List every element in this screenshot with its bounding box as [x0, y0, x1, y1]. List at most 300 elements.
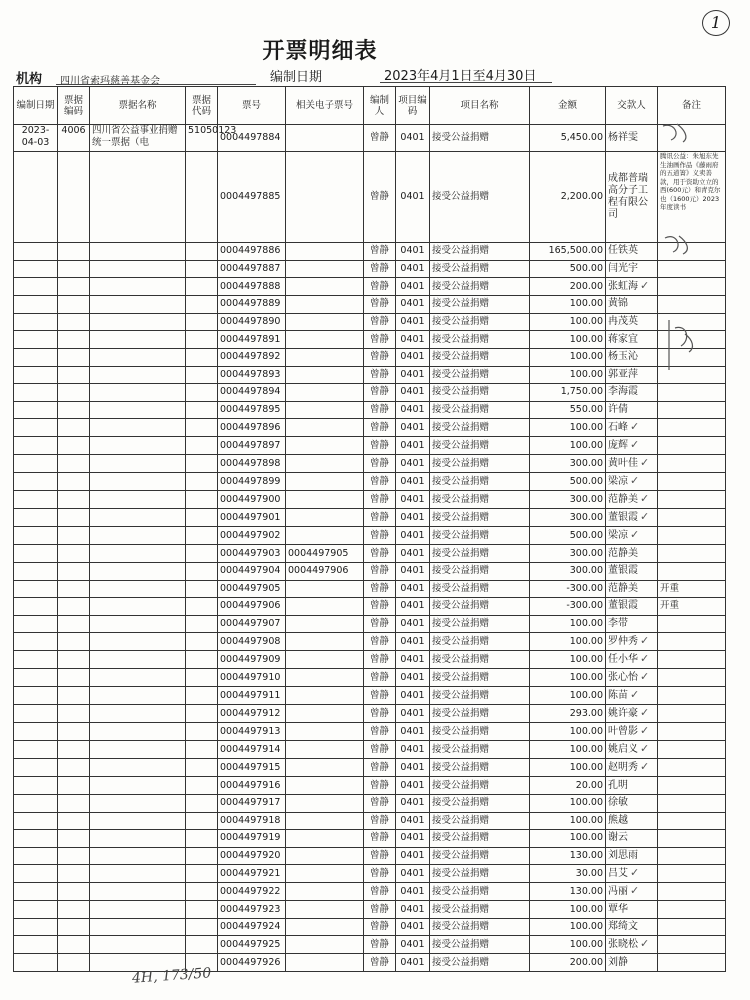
cell-invoice-code	[186, 366, 218, 384]
cell-number: 0004497923	[218, 901, 286, 919]
table-row	[14, 687, 726, 705]
cell-name	[90, 615, 186, 633]
cell-remark	[658, 723, 726, 741]
cell-name	[90, 759, 186, 777]
cell-date	[14, 741, 58, 759]
date-label: 编制日期	[270, 70, 323, 85]
cell-operator: 曾静	[364, 419, 396, 437]
cell-project-name: 接受公益捐赠	[430, 455, 530, 473]
cell-operator: 曾静	[364, 331, 396, 349]
cell-number: 0004497913	[218, 723, 286, 741]
table-row	[14, 473, 726, 491]
cell-operator: 曾静	[364, 954, 396, 972]
cell-date: 2023-04-03	[14, 125, 58, 152]
cell-amount: 2,200.00	[530, 152, 606, 243]
cell-project-name: 接受公益捐赠	[430, 491, 530, 509]
cell-number: 0004497885	[218, 152, 286, 243]
cell-code	[58, 562, 90, 580]
check-mark-icon: ✓	[630, 866, 640, 880]
cell-remark	[658, 527, 726, 545]
cell-date	[14, 473, 58, 491]
cell-remark	[658, 794, 726, 812]
cell-number: 0004497907	[218, 615, 286, 633]
cell-project-name: 接受公益捐赠	[430, 125, 530, 152]
cell-remark	[658, 437, 726, 455]
cell-project-name: 接受公益捐赠	[430, 562, 530, 580]
cell-operator: 曾静	[364, 455, 396, 473]
cell-payer: 任铁英	[606, 243, 658, 261]
cell-number: 0004497888	[218, 278, 286, 296]
cell-project-code: 0401	[396, 669, 430, 687]
cell-remark	[658, 331, 726, 349]
cell-remark	[658, 633, 726, 651]
cell-name	[90, 777, 186, 795]
cell-code	[58, 954, 90, 972]
table-row	[14, 669, 726, 687]
cell-code	[58, 615, 90, 633]
cell-amount: 500.00	[530, 260, 606, 278]
cell-payer: 赵明秀 ✓	[606, 759, 658, 777]
cell-code	[58, 741, 90, 759]
cell-payer: 范静美	[606, 545, 658, 563]
cell-related	[286, 723, 364, 741]
cell-amount: 130.00	[530, 883, 606, 901]
cell-number: 0004497887	[218, 260, 286, 278]
cell-invoice-code	[186, 865, 218, 883]
table-row	[14, 125, 726, 152]
table-row	[14, 615, 726, 633]
cell-related	[286, 437, 364, 455]
cell-payer: 李海霞	[606, 384, 658, 402]
cell-number: 0004497898	[218, 455, 286, 473]
cell-number: 0004497924	[218, 918, 286, 936]
cell-invoice-code	[186, 152, 218, 243]
cell-date	[14, 562, 58, 580]
cell-invoice-code	[186, 562, 218, 580]
cell-code	[58, 847, 90, 865]
invoice-table	[13, 86, 726, 972]
cell-remark	[658, 777, 726, 795]
cell-related: 0004497906	[286, 562, 364, 580]
cell-payer: 郭亚萍	[606, 366, 658, 384]
cell-name	[90, 633, 186, 651]
cell-related	[286, 348, 364, 366]
cell-date	[14, 348, 58, 366]
cell-operator: 曾静	[364, 125, 396, 152]
cell-number: 0004497914	[218, 741, 286, 759]
cell-remark	[658, 651, 726, 669]
cell-date	[14, 331, 58, 349]
cell-amount: 20.00	[530, 777, 606, 795]
cell-project-name: 接受公益捐赠	[430, 705, 530, 723]
cell-amount: 100.00	[530, 936, 606, 954]
cell-invoice-code	[186, 847, 218, 865]
cell-payer: 孔明	[606, 777, 658, 795]
cell-date	[14, 812, 58, 830]
cell-payer: 石峰 ✓	[606, 419, 658, 437]
cell-project-name: 接受公益捐赠	[430, 331, 530, 349]
header-operator: 编制人	[364, 87, 396, 125]
cell-remark	[658, 243, 726, 261]
cell-operator: 曾静	[364, 633, 396, 651]
table-row	[14, 260, 726, 278]
table-row	[14, 794, 726, 812]
cell-amount: 165,500.00	[530, 243, 606, 261]
cell-invoice-code	[186, 723, 218, 741]
cell-code	[58, 313, 90, 331]
cell-payer: 刘静	[606, 954, 658, 972]
cell-number: 0004497905	[218, 580, 286, 598]
cell-amount: 200.00	[530, 278, 606, 296]
header-project-name: 项目名称	[430, 87, 530, 125]
cell-invoice-code	[186, 331, 218, 349]
cell-code	[58, 687, 90, 705]
table-row	[14, 812, 726, 830]
cell-payer: 覃华	[606, 901, 658, 919]
cell-project-code: 0401	[396, 278, 430, 296]
cell-related	[286, 243, 364, 261]
cell-name	[90, 473, 186, 491]
check-mark-icon: ✓	[640, 760, 650, 774]
cell-invoice-code	[186, 901, 218, 919]
cell-project-code: 0401	[396, 545, 430, 563]
cell-project-code: 0401	[396, 615, 430, 633]
cell-number: 0004497896	[218, 419, 286, 437]
cell-remark	[658, 491, 726, 509]
cell-related	[286, 777, 364, 795]
cell-number: 0004497890	[218, 313, 286, 331]
cell-payer: 董银霞	[606, 598, 658, 616]
cell-date	[14, 598, 58, 616]
cell-project-name: 接受公益捐赠	[430, 243, 530, 261]
cell-payer: 任小华 ✓	[606, 651, 658, 669]
cell-invoice-code	[186, 936, 218, 954]
cell-related	[286, 633, 364, 651]
cell-invoice-code	[186, 243, 218, 261]
cell-invoice-code	[186, 830, 218, 848]
cell-payer: 闫光宇	[606, 260, 658, 278]
cell-payer: 叶曾影 ✓	[606, 723, 658, 741]
table-row	[14, 777, 726, 795]
cell-name	[90, 901, 186, 919]
cell-amount: 100.00	[530, 633, 606, 651]
cell-date	[14, 491, 58, 509]
cell-number: 0004497926	[218, 954, 286, 972]
cell-project-code: 0401	[396, 865, 430, 883]
table-row	[14, 830, 726, 848]
cell-operator: 曾静	[364, 651, 396, 669]
cell-number: 0004497919	[218, 830, 286, 848]
cell-name	[90, 152, 186, 243]
cell-project-name: 接受公益捐赠	[430, 794, 530, 812]
cell-invoice-code	[186, 918, 218, 936]
cell-operator: 曾静	[364, 296, 396, 314]
cell-number: 0004497911	[218, 687, 286, 705]
cell-related	[286, 865, 364, 883]
cell-name	[90, 936, 186, 954]
cell-operator: 曾静	[364, 669, 396, 687]
cell-amount: 550.00	[530, 401, 606, 419]
cell-invoice-code	[186, 260, 218, 278]
cell-date	[14, 296, 58, 314]
cell-date	[14, 759, 58, 777]
cell-remark	[658, 509, 726, 527]
cell-related	[286, 527, 364, 545]
cell-name	[90, 812, 186, 830]
header-amount: 金额	[530, 87, 606, 125]
table-row	[14, 313, 726, 331]
cell-payer: 徐敏	[606, 794, 658, 812]
table-row	[14, 384, 726, 402]
cell-amount: -300.00	[530, 580, 606, 598]
cell-operator: 曾静	[364, 812, 396, 830]
cell-remark	[658, 669, 726, 687]
table-row	[14, 918, 726, 936]
cell-remark	[658, 883, 726, 901]
cell-operator: 曾静	[364, 615, 396, 633]
cell-amount: 293.00	[530, 705, 606, 723]
table-row	[14, 705, 726, 723]
cell-payer: 谢云	[606, 830, 658, 848]
cell-remark	[658, 419, 726, 437]
table-row	[14, 437, 726, 455]
cell-related	[286, 741, 364, 759]
cell-payer: 黄叶佳 ✓	[606, 455, 658, 473]
cell-invoice-code	[186, 348, 218, 366]
cell-operator: 曾静	[364, 883, 396, 901]
check-mark-icon: ✓	[630, 528, 640, 542]
cell-amount: 200.00	[530, 954, 606, 972]
cell-amount: 100.00	[530, 331, 606, 349]
cell-name	[90, 437, 186, 455]
cell-project-code: 0401	[396, 777, 430, 795]
cell-related	[286, 830, 364, 848]
cell-number: 0004497922	[218, 883, 286, 901]
cell-payer: 杨祥雯	[606, 125, 658, 152]
check-mark-icon: ✓	[640, 510, 650, 524]
cell-number: 0004497912	[218, 705, 286, 723]
cell-invoice-code	[186, 759, 218, 777]
cell-number: 0004497891	[218, 331, 286, 349]
cell-name	[90, 865, 186, 883]
cell-number: 0004497917	[218, 794, 286, 812]
cell-amount: 500.00	[530, 527, 606, 545]
cell-date	[14, 918, 58, 936]
cell-project-name: 接受公益捐赠	[430, 651, 530, 669]
cell-date	[14, 669, 58, 687]
cell-remark	[658, 847, 726, 865]
cell-remark: 开重	[658, 580, 726, 598]
cell-payer: 李带	[606, 615, 658, 633]
header-code: 票据编码	[58, 87, 90, 125]
cell-date	[14, 243, 58, 261]
cell-payer: 姚启义 ✓	[606, 741, 658, 759]
cell-project-name: 接受公益捐赠	[430, 615, 530, 633]
cell-operator: 曾静	[364, 509, 396, 527]
cell-code	[58, 473, 90, 491]
cell-project-code: 0401	[396, 598, 430, 616]
cell-project-name: 接受公益捐赠	[430, 260, 530, 278]
cell-amount: 100.00	[530, 419, 606, 437]
cell-payer: 黄锦	[606, 296, 658, 314]
cell-project-name: 接受公益捐赠	[430, 847, 530, 865]
cell-payer: 董银霞	[606, 562, 658, 580]
cell-invoice-code	[186, 598, 218, 616]
cell-amount: 100.00	[530, 687, 606, 705]
cell-project-name: 接受公益捐赠	[430, 812, 530, 830]
cell-name	[90, 598, 186, 616]
cell-amount: 100.00	[530, 901, 606, 919]
cell-invoice-code	[186, 669, 218, 687]
cell-code	[58, 401, 90, 419]
cell-date	[14, 794, 58, 812]
cell-payer: 成都普瑞高分子工程有限公司	[606, 152, 658, 243]
cell-amount: 100.00	[530, 296, 606, 314]
cell-date	[14, 401, 58, 419]
cell-payer: 范静美	[606, 580, 658, 598]
cell-date	[14, 954, 58, 972]
cell-invoice-code	[186, 687, 218, 705]
table-row	[14, 865, 726, 883]
cell-related	[286, 705, 364, 723]
header-invoice-code: 票据代码	[186, 87, 218, 125]
cell-operator: 曾静	[364, 741, 396, 759]
cell-remark	[658, 705, 726, 723]
cell-code	[58, 812, 90, 830]
cell-number: 0004497899	[218, 473, 286, 491]
cell-date	[14, 437, 58, 455]
cell-project-code: 0401	[396, 723, 430, 741]
cell-date	[14, 615, 58, 633]
cell-code	[58, 936, 90, 954]
table-row	[14, 651, 726, 669]
cell-project-name: 接受公益捐赠	[430, 883, 530, 901]
cell-related	[286, 918, 364, 936]
cell-project-code: 0401	[396, 847, 430, 865]
cell-operator: 曾静	[364, 348, 396, 366]
org-value: 四川省索玛慈善基金会	[60, 76, 160, 87]
cell-code	[58, 865, 90, 883]
cell-related	[286, 812, 364, 830]
cell-number: 0004497920	[218, 847, 286, 865]
cell-amount: 100.00	[530, 918, 606, 936]
cell-project-code: 0401	[396, 883, 430, 901]
cell-amount: -300.00	[530, 598, 606, 616]
cell-project-code: 0401	[396, 901, 430, 919]
cell-project-name: 接受公益捐赠	[430, 954, 530, 972]
cell-number: 0004497918	[218, 812, 286, 830]
cell-project-code: 0401	[396, 491, 430, 509]
cell-operator: 曾静	[364, 384, 396, 402]
cell-project-code: 0401	[396, 473, 430, 491]
cell-amount: 30.00	[530, 865, 606, 883]
cell-related	[286, 954, 364, 972]
cell-name	[90, 794, 186, 812]
cell-related	[286, 296, 364, 314]
cell-invoice-code	[186, 509, 218, 527]
cell-payer: 张心怡 ✓	[606, 669, 658, 687]
table-row	[14, 527, 726, 545]
cell-remark	[658, 812, 726, 830]
table-row	[14, 936, 726, 954]
check-mark-icon: ✓	[640, 742, 650, 756]
cell-related	[286, 669, 364, 687]
cell-operator: 曾静	[364, 936, 396, 954]
cell-name	[90, 260, 186, 278]
cell-remark	[658, 687, 726, 705]
cell-code	[58, 830, 90, 848]
check-mark-icon: ✓	[640, 937, 650, 951]
cell-related	[286, 384, 364, 402]
cell-amount: 5,450.00	[530, 125, 606, 152]
cell-operator: 曾静	[364, 562, 396, 580]
handwritten-note: 4H, 173/50	[131, 965, 212, 987]
cell-number: 0004497886	[218, 243, 286, 261]
table-row	[14, 954, 726, 972]
cell-project-name: 接受公益捐赠	[430, 777, 530, 795]
cell-invoice-code	[186, 296, 218, 314]
cell-amount: 100.00	[530, 669, 606, 687]
cell-project-name: 接受公益捐赠	[430, 527, 530, 545]
cell-remark	[658, 545, 726, 563]
cell-code	[58, 419, 90, 437]
cell-invoice-code	[186, 580, 218, 598]
cell-project-code: 0401	[396, 384, 430, 402]
cell-payer: 庞辉 ✓	[606, 437, 658, 455]
cell-code	[58, 777, 90, 795]
cell-project-name: 接受公益捐赠	[430, 384, 530, 402]
cell-code	[58, 278, 90, 296]
cell-amount: 100.00	[530, 812, 606, 830]
cell-name	[90, 419, 186, 437]
cell-related	[286, 847, 364, 865]
cell-project-code: 0401	[396, 759, 430, 777]
cell-code	[58, 437, 90, 455]
cell-project-code: 0401	[396, 936, 430, 954]
header-date: 编制日期	[14, 87, 58, 125]
cell-date	[14, 705, 58, 723]
check-mark-icon: ✓	[640, 652, 650, 666]
cell-remark	[658, 936, 726, 954]
cell-number: 0004497900	[218, 491, 286, 509]
date-underline	[380, 82, 552, 83]
cell-name	[90, 580, 186, 598]
cell-code	[58, 723, 90, 741]
cell-remark	[658, 313, 726, 331]
cell-name	[90, 384, 186, 402]
cell-date	[14, 901, 58, 919]
table-row	[14, 152, 726, 243]
cell-invoice-code	[186, 491, 218, 509]
cell-project-name: 接受公益捐赠	[430, 723, 530, 741]
table-row	[14, 331, 726, 349]
cell-date	[14, 777, 58, 795]
cell-project-name: 接受公益捐赠	[430, 830, 530, 848]
cell-name	[90, 313, 186, 331]
cell-operator: 曾静	[364, 598, 396, 616]
cell-number: 0004497902	[218, 527, 286, 545]
cell-project-name: 接受公益捐赠	[430, 313, 530, 331]
check-mark-icon: ✓	[630, 420, 640, 434]
cell-invoice-code	[186, 473, 218, 491]
cell-code	[58, 243, 90, 261]
cell-remark	[658, 830, 726, 848]
table-row	[14, 401, 726, 419]
cell-amount: 100.00	[530, 615, 606, 633]
cell-code	[58, 348, 90, 366]
cell-amount: 100.00	[530, 437, 606, 455]
cell-project-code: 0401	[396, 633, 430, 651]
